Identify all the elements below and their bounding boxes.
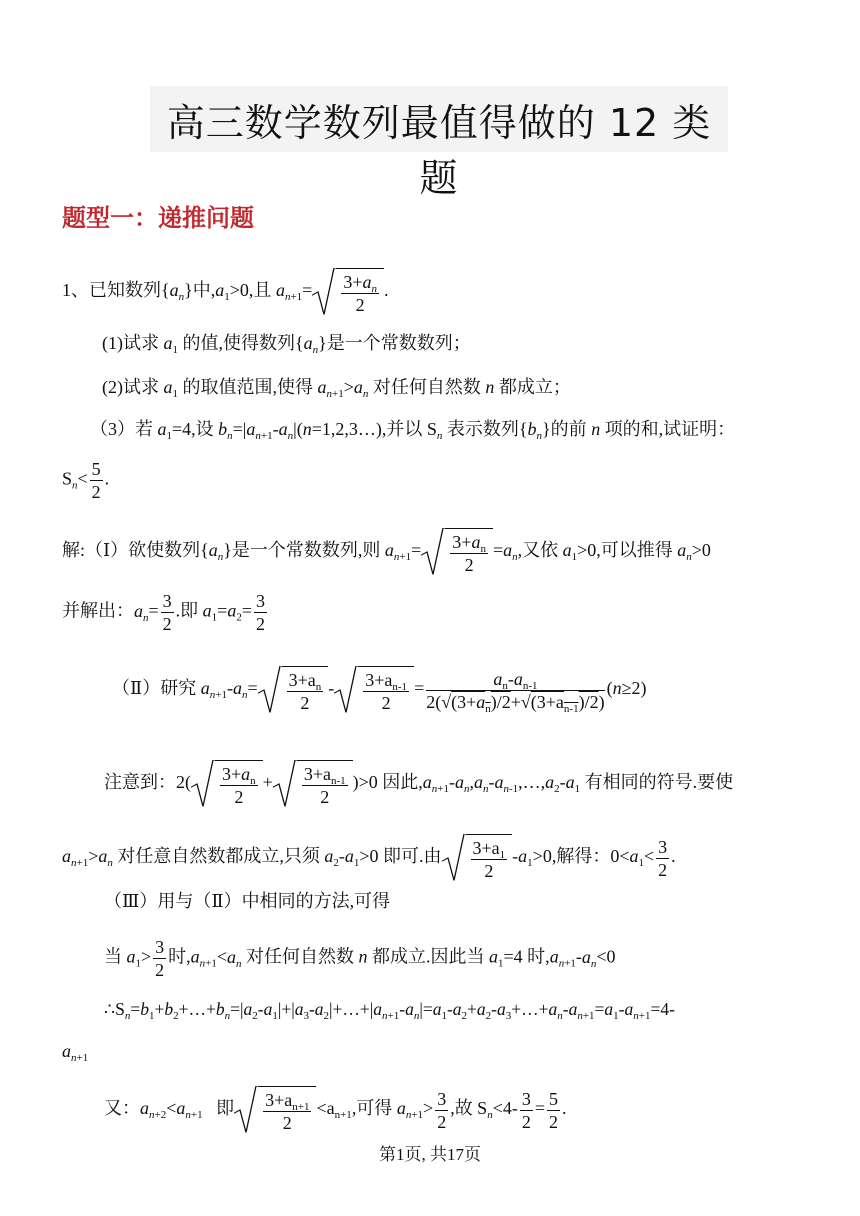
problem-part-3-bound: $S_n<$ $\frac{5}{2}$ .	[62, 459, 110, 502]
solution-3-sum: $\therefore S_n=b_1+b_2+\dots+b_n=|a_2-a_1|+|a_3-a_2|+\dots+|a_{n+1}-a_n|=a_1-a_2+a_2-a_3+\dots+a_n-a_{n+1}=a_1-a_{n+1}=4-$	[104, 999, 675, 1022]
problem-part-2: (2)试求 $a_1$ 的取值范围,使得 $a_{n+1}>a_n$ 对任何自然数 n 都成立；	[102, 377, 571, 400]
problem-intro: 1、已知数列$\{a_n\}$中$,a_1>0$,且 $a_{n+1}=$ $\frac{3+a_n}{2}$ .	[62, 268, 388, 316]
solution-1-result: 并解出：$a_n=$ $\frac{3}{2}$ .即 $a_1=a_2=$ $\frac{3}{2}$	[62, 591, 265, 634]
solution-3-when: 当 $a_1>$ $\frac{3}{2}$ 时$,a_{n+1}<a_n$ 对任何自然数 n 都成立.因此当 $a_1=4$ 时$,a_{n+1}-a_n<0$	[104, 937, 616, 980]
solution-1: 解:（Ⅰ）欲使数列$\{a_n\}$是一个常数数列,则 $a_{n+1}=$ $\frac{3+a_n}{2}$ $=a_n$,又依 $a_1>0$,可以推得 $a_n>0$	[62, 528, 711, 576]
page-title: 高三数学数列最值得做的 12 类题	[166, 101, 712, 200]
solution-3: （Ⅲ）用与（Ⅱ）中相同的方法,可得	[104, 891, 391, 911]
solution-2: （Ⅱ）研究 $a_{n+1}-a_n=$ $\frac{3+a_n}{2}$ - $\frac{3+a_{n-1}}{2}$ = $\frac{a_n-a_{n-1}}{2(√(3+a_n)/2+√(3+a_{n-1})/2)}$ (n≥2)	[112, 666, 646, 714]
section-heading: 题型一：递推问题	[62, 204, 254, 232]
solution-3-sum-tail: $a_{n+1}$	[62, 1041, 89, 1064]
solution-3-also: 又：$a_{n+2}<a_{n+1}$ 即 $\frac{3+a_{n+1}}{2}$ $<a_{n+1}$,可得 $a_{n+1}>$ $\frac{3}{2}$ ,故 $S_n<4-$ $\frac{3}{2}$ = $\frac{5}{2}$ .	[104, 1086, 567, 1134]
solution-2-note: 注意到：2( $\frac{3+a_n}{2}$ + $\frac{3+a_{n-1}}{2}$ )>0 因此$,a_{n+1}-a_n,a_n-a_{n-1},\dots,a_2-a_1$ 有相同的符号.要使	[104, 760, 733, 808]
solution-2-condition: $a_{n+1}>a_n$ 对任意自然数都成立,只须 $a_2-a_1>0$ 即可.由 $\frac{3+a_1}{2}$ $-a_1>0$,解得：$0<a_1<$ $\frac{3}{2}$ .	[62, 834, 676, 882]
problem-part-3: （3）若 $a_1=4$,设 $b_n=|a_{n+1}-a_n|(n=1,2,3\dots)$,并以 $S_n$ 表示数列$\{b_n\}$的前 n 项的和,试证明：	[90, 419, 736, 442]
page-footer: 第1页, 共17页	[379, 1145, 481, 1164]
problem-part-1: (1)试求 $a_1$ 的值,使得数列$\{a_n\}$是一个常数数列；	[102, 333, 471, 356]
